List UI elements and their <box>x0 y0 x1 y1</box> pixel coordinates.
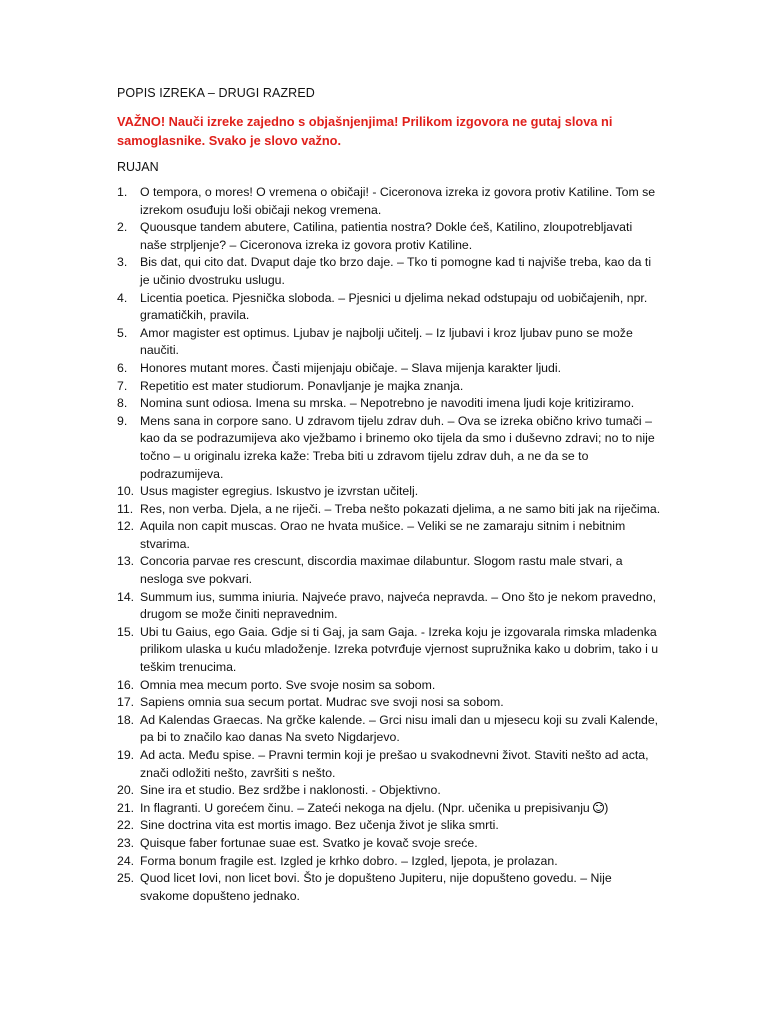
item-number: 19. <box>117 748 135 762</box>
item-text: Ad acta. Među spise. – Pravni termin koji je prešao u svakodnevni život. Staviti nešto ad acta, znači odložiti nešto, završiti s nešto. <box>140 748 649 780</box>
proverb-item <box>117 870 662 905</box>
proverb-item <box>117 553 662 588</box>
item-text: Ubi tu Gaius, ego Gaia. Gdje si ti Gaj, ja sam Gaja. - Izreka koju je izgovarala rimska mladenka prilikom ulaska u kuću mladoženje. Izreka potvrđuje vjernost supružnika kako u dobrim, tako i u teškim trenucima. <box>140 624 659 675</box>
item-text: In flagranti. U gorećem činu. – Zateći nekoga na djelu. (Npr. učenika u prepisivanju <box>140 800 594 815</box>
proverb-item <box>117 624 662 677</box>
document-title: POPIS IZREKA – DRUGI RAZRED <box>117 86 315 100</box>
proverb-list <box>117 184 662 905</box>
item-text: Concoria parvae res crescunt, discordia maximae dilabuntur. Slogom rastu male stvari, a nesloga sve pokvari. <box>140 554 623 587</box>
proverb-item <box>117 782 662 800</box>
item-text: Bis dat, qui cito dat. Dvaput daje tko brzo daje. – Tko ti pomogne kad ti najviše treba, kao da ti je učinio dvostruku uslugu. <box>140 255 652 287</box>
item-number: 10. <box>117 484 135 499</box>
item-number: 23. <box>117 835 135 850</box>
item-text: Forma bonum fragile est. Izgled je krhko dobro. – Izgled, ljepota, je prolazan. <box>140 853 558 868</box>
item-number: 14. <box>117 589 135 604</box>
proverb-item <box>117 378 662 396</box>
item-text: Sapiens omnia sua secum portat. Mudrac sve svoji nosi sa sobom. <box>140 695 504 710</box>
item-text: Usus magister egregius. Iskustvo je izvrstan učitelj. <box>140 484 419 499</box>
proverb-item <box>117 501 662 519</box>
item-number: 21. <box>117 800 135 815</box>
item-text: Quisque faber fortunae suae est. Svatko je kovač svoje sreće. <box>140 835 478 850</box>
item-text: Mens sana in corpore sano. U zdravom tijelu zdrav duh. – Ova se izreka obično krivo tumači – kao da se podrazumijeva ako vježbamo i brinemo oko tijela da smo i duševno zdravi; no to nije točno – u originalu izreka kaže: Treba biti u zdravom tijelu zdrav duh, a ne da se to podrazumijeva. <box>140 413 655 481</box>
item-text: Summum ius, summa iniuria. Najveće pravo, najveća nepravda. – Ono što je nekom pravedno, drugom se može činiti nepravednim. <box>140 589 657 622</box>
item-text: Sine ira et studio. Bez srdžbe i naklonosti. - Objektivno. <box>140 783 441 798</box>
proverb-item <box>117 290 662 325</box>
item-text: Licentia poetica. Pjesnička sloboda. – Pjesnici u djelima nekad odstupaju od uobičajenih, npr. gramatičkih, pravila. <box>140 290 648 323</box>
proverb-item <box>117 254 662 289</box>
item-text: Quod licet Iovi, non licet bovi. Što je dopušteno Jupiteru, nije dopušteno govedu. – Nije svakome dopušteno jednako. <box>140 871 612 903</box>
proverb-item <box>117 800 662 818</box>
proverb-item <box>117 360 662 378</box>
item-number: 24. <box>117 853 135 868</box>
item-text: Repetitio est mater studiorum. Ponavljanje je majka znanja. <box>140 378 464 393</box>
proverb-item <box>117 413 662 483</box>
item-number: 20. <box>117 783 135 798</box>
item-number: 18. <box>117 712 135 727</box>
item-number: 3. <box>117 255 128 270</box>
item-text: Omnia mea mecum porto. Sve svoje nosim sa sobom. <box>140 677 436 692</box>
item-number: 5. <box>117 325 128 340</box>
proverb-item <box>117 747 662 782</box>
proverb-item <box>117 518 662 553</box>
proverb-item <box>117 677 662 695</box>
item-number: 7. <box>117 378 128 393</box>
item-text: Res, non verba. Djela, a ne riječi. – Treba nešto pokazati djelima, a ne samo biti jak na riječima. <box>140 501 661 516</box>
item-text: O tempora, o mores! O vremena o običaji! - Ciceronova izreka iz govora protiv Katiline. Tom se izrekom osuđuju loši običaji nekog vremena. <box>140 185 656 217</box>
item-suffix: ) <box>604 800 609 815</box>
item-number: 9. <box>117 413 128 428</box>
item-number: 4. <box>117 290 128 305</box>
proverb-item <box>117 694 662 712</box>
item-text: Sine doctrina vita est mortis imago. Bez učenja život je slika smrti. <box>140 818 499 833</box>
proverb-item <box>117 483 662 501</box>
item-number: 22. <box>117 818 135 833</box>
item-number: 13. <box>117 554 135 569</box>
item-number: 17. <box>117 695 135 710</box>
warning-note: VAŽNO! Nauči izreke zajedno s objašnjenjima! Prilikom izgovora ne gutaj slova ni samoglasnike. Svako je slovo važno. <box>117 114 613 148</box>
month-heading: RUJAN <box>117 160 159 174</box>
item-text: Amor magister est optimus. Ljubav je najbolji učitelj. – Iz ljubavi i kroz ljubav puno se može naučiti. <box>140 325 633 358</box>
smiley-icon <box>593 802 604 813</box>
item-text: Ad Kalendas Graecas. Na grčke kalende. – Grci nisu imali dan u mjesecu koji su zvali Kalende, pa bi to značilo kao danas Na sveto Nigdarjevo. <box>140 712 659 745</box>
item-number: 11. <box>117 501 134 516</box>
proverb-item <box>117 853 662 871</box>
item-number: 2. <box>117 220 128 235</box>
item-number: 15. <box>117 624 135 639</box>
item-text: Honores mutant mores. Časti mijenjaju običaje. – Slava mijenja karakter ljudi. <box>140 360 562 375</box>
item-number: 1. <box>117 185 128 199</box>
proverb-item <box>117 712 662 747</box>
item-number: 16. <box>117 677 135 692</box>
item-number: 8. <box>117 396 128 411</box>
item-text: Nomina sunt odiosa. Imena su mrska. – Nepotrebno je navoditi imena ljudi koje kritiziramo. <box>140 396 635 411</box>
item-text: Aquila non capit muscas. Orao ne hvata mušice. – Veliki se ne zamaraju sitnim i nebitnim stvarima. <box>140 519 626 551</box>
proverb-item <box>117 395 662 413</box>
proverb-item <box>117 835 662 853</box>
proverb-item <box>117 325 662 360</box>
proverb-item <box>117 589 662 624</box>
item-number: 12. <box>117 519 135 534</box>
item-number: 25. <box>117 871 135 886</box>
proverb-item <box>117 184 662 219</box>
proverb-item <box>117 817 662 835</box>
item-number: 6. <box>117 360 128 375</box>
item-text: Quousque tandem abutere, Catilina, patientia nostra? Dokle ćeš, Katilino, zloupotrebljavati naše strpljenje? – Ciceronova izreka iz govora protiv Katiline. <box>140 220 633 252</box>
proverb-item <box>117 219 662 254</box>
